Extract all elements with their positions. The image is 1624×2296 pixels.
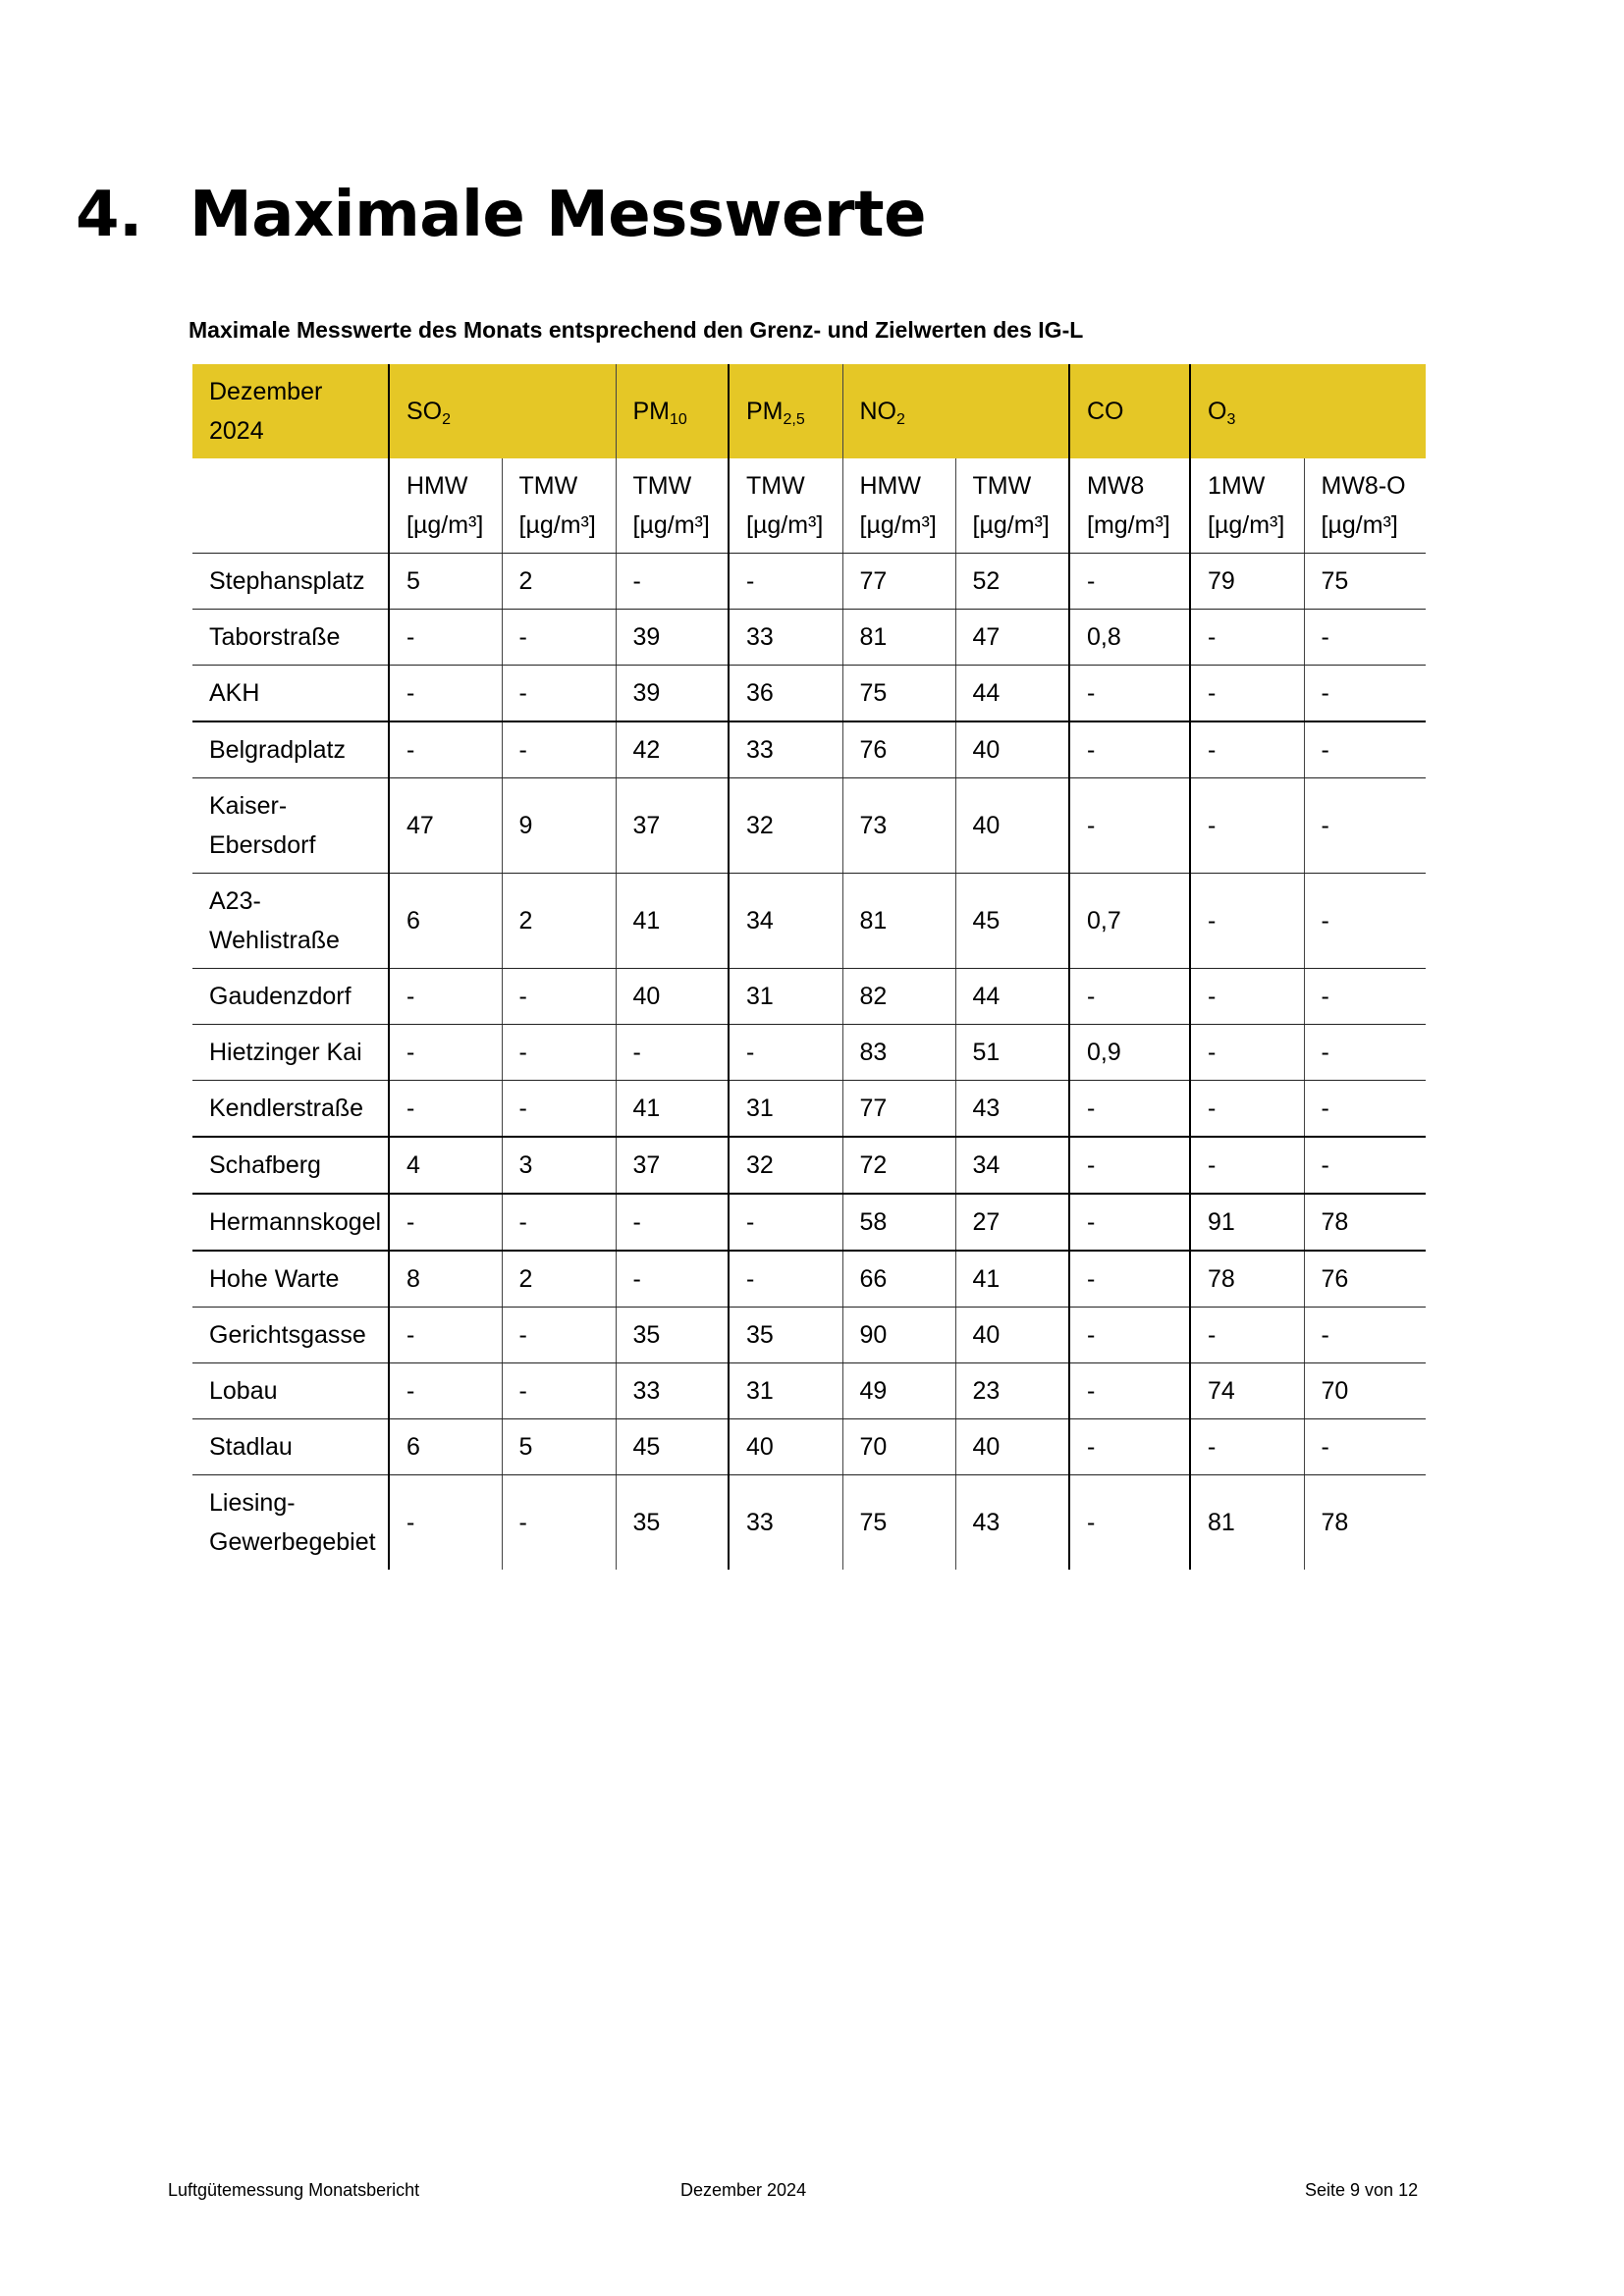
value-cell: 51	[955, 1025, 1069, 1081]
value-cell: -	[1304, 666, 1426, 722]
station-name: Kaiser- Ebersdorf	[192, 778, 389, 874]
unit-header-cell	[1190, 458, 1304, 554]
value-cell: -	[1069, 666, 1190, 722]
unit-blank-cell	[192, 458, 389, 554]
station-name: Kendlerstraße	[192, 1081, 389, 1138]
value-cell: -	[1069, 1251, 1190, 1308]
value-cell: -	[502, 1194, 616, 1251]
value-cell: 45	[955, 874, 1069, 969]
table-row	[192, 1081, 1426, 1138]
value-cell: 77	[842, 1081, 955, 1138]
value-cell: 40	[955, 1308, 1069, 1363]
value-cell: 2	[502, 874, 616, 969]
value-cell: -	[389, 721, 502, 778]
value-cell: -	[1304, 1419, 1426, 1475]
unit-header-cell	[1069, 458, 1190, 554]
value-cell: 47	[955, 610, 1069, 666]
value-cell: 44	[955, 969, 1069, 1025]
pollutant-pm10: $PM_{10}$	[616, 364, 729, 458]
value-cell: -	[389, 1025, 502, 1081]
value-cell: 0,9	[1069, 1025, 1190, 1081]
station-name: Lobau	[192, 1363, 389, 1419]
value-cell: -	[1190, 969, 1304, 1025]
table-row	[192, 874, 1426, 969]
value-cell: -	[1304, 778, 1426, 874]
value-cell: 40	[616, 969, 729, 1025]
value-cell: 75	[842, 666, 955, 722]
value-cell: 81	[842, 874, 955, 969]
unit-header-cell	[955, 458, 1069, 554]
value-cell: 66	[842, 1251, 955, 1308]
value-cell: -	[389, 1081, 502, 1138]
value-cell: 41	[616, 874, 729, 969]
value-cell: -	[1069, 1137, 1190, 1194]
value-cell: 81	[1190, 1475, 1304, 1571]
value-cell: -	[389, 610, 502, 666]
value-cell: 81	[842, 610, 955, 666]
value-cell: 72	[842, 1137, 955, 1194]
value-cell: 37	[616, 1137, 729, 1194]
table-row	[192, 610, 1426, 666]
value-cell: -	[616, 554, 729, 610]
value-cell: 4	[389, 1137, 502, 1194]
value-cell: -	[1069, 721, 1190, 778]
table-row	[192, 1419, 1426, 1475]
value-cell: 43	[955, 1081, 1069, 1138]
value-cell: -	[1304, 721, 1426, 778]
station-name: Stephansplatz	[192, 554, 389, 610]
value-cell: 39	[616, 666, 729, 722]
value-cell: 70	[842, 1419, 955, 1475]
value-cell: 44	[955, 666, 1069, 722]
footer-left: Luftgütemessung Monatsbericht	[168, 2180, 420, 2200]
value-cell: 31	[729, 969, 842, 1025]
value-cell: -	[1069, 1308, 1190, 1363]
value-cell: 33	[616, 1363, 729, 1419]
value-cell: -	[616, 1025, 729, 1081]
value-cell: 36	[729, 666, 842, 722]
table-row	[192, 1137, 1426, 1194]
value-cell: -	[1304, 969, 1426, 1025]
column-unit: [mg/m³]	[1087, 511, 1170, 539]
value-cell: -	[1069, 969, 1190, 1025]
value-cell: -	[1304, 610, 1426, 666]
column-metric: TMW	[972, 472, 1032, 500]
value-cell: 43	[955, 1475, 1069, 1571]
value-cell: -	[1304, 874, 1426, 969]
value-cell: 27	[955, 1194, 1069, 1251]
column-metric: 1MW	[1208, 472, 1266, 500]
value-cell: 79	[1190, 554, 1304, 610]
column-unit: [µg/m³]	[746, 511, 824, 539]
value-cell: -	[616, 1194, 729, 1251]
station-name: Gaudenzdorf	[192, 969, 389, 1025]
value-cell: 40	[955, 778, 1069, 874]
column-metric: HMW	[859, 472, 921, 500]
table-row	[192, 1194, 1426, 1251]
value-cell: -	[1304, 1025, 1426, 1081]
value-cell: -	[502, 1363, 616, 1419]
value-cell: 37	[616, 778, 729, 874]
value-cell: 75	[842, 1475, 955, 1571]
value-cell: 76	[1304, 1251, 1426, 1308]
value-cell: 32	[729, 778, 842, 874]
footer-right: Seite 9 von 12	[1305, 2180, 1419, 2200]
value-cell: -	[1190, 778, 1304, 874]
value-cell: 35	[729, 1308, 842, 1363]
column-unit: [µg/m³]	[1208, 511, 1285, 539]
table-row	[192, 778, 1426, 874]
value-cell: -	[616, 1251, 729, 1308]
value-cell: -	[1190, 721, 1304, 778]
value-cell: 49	[842, 1363, 955, 1419]
section-title: Maximale Messwerte	[189, 179, 926, 251]
value-cell: -	[389, 1363, 502, 1419]
table-row	[192, 1025, 1426, 1081]
column-unit: [µg/m³]	[518, 511, 596, 539]
value-cell: 77	[842, 554, 955, 610]
station-name: Gerichtsgasse	[192, 1308, 389, 1363]
pollutant-co: CO	[1069, 364, 1190, 458]
value-cell: -	[1190, 1419, 1304, 1475]
value-cell: -	[389, 969, 502, 1025]
value-cell: -	[1069, 1194, 1190, 1251]
value-cell: -	[1304, 1308, 1426, 1363]
column-metric: TMW	[632, 472, 692, 500]
table-row	[192, 666, 1426, 722]
value-cell: 32	[729, 1137, 842, 1194]
pollutant-header-row	[192, 364, 1426, 458]
unit-header-cell	[842, 458, 955, 554]
value-cell: -	[1069, 554, 1190, 610]
pollutant-no2: $NO_2$	[842, 364, 1069, 458]
value-cell: 40	[729, 1419, 842, 1475]
unit-header-cell	[616, 458, 729, 554]
value-cell: -	[502, 1475, 616, 1571]
value-cell: 31	[729, 1363, 842, 1419]
value-cell: 33	[729, 1475, 842, 1571]
column-metric: TMW	[518, 472, 578, 500]
table-row	[192, 554, 1426, 610]
value-cell: -	[389, 1194, 502, 1251]
column-unit: [µg/m³]	[632, 511, 710, 539]
value-cell: -	[1069, 1363, 1190, 1419]
value-cell: 5	[389, 554, 502, 610]
value-cell: 39	[616, 610, 729, 666]
value-cell: 41	[616, 1081, 729, 1138]
section-heading	[76, 179, 926, 251]
value-cell: -	[729, 1251, 842, 1308]
value-cell: 74	[1190, 1363, 1304, 1419]
value-cell: -	[502, 721, 616, 778]
pollutant-o3: $O_3$	[1190, 364, 1426, 458]
value-cell: -	[1069, 1475, 1190, 1571]
value-cell: 78	[1304, 1475, 1426, 1571]
value-cell: -	[502, 666, 616, 722]
station-name: Schafberg	[192, 1137, 389, 1194]
pollutant-pm25: $PM_{2,5}$	[729, 364, 842, 458]
station-name: Stadlau	[192, 1419, 389, 1475]
value-cell: -	[1304, 1081, 1426, 1138]
value-cell: 90	[842, 1308, 955, 1363]
value-cell: 82	[842, 969, 955, 1025]
value-cell: 91	[1190, 1194, 1304, 1251]
station-name: AKH	[192, 666, 389, 722]
value-cell: 76	[842, 721, 955, 778]
station-name: Hietzinger Kai	[192, 1025, 389, 1081]
value-cell: -	[1190, 1308, 1304, 1363]
value-cell: -	[1190, 1081, 1304, 1138]
value-cell: -	[389, 1308, 502, 1363]
station-name: Hermannskogel	[192, 1194, 389, 1251]
value-cell: 35	[616, 1308, 729, 1363]
value-cell: 0,8	[1069, 610, 1190, 666]
unit-header-cell	[1304, 458, 1426, 554]
unit-header-cell	[389, 458, 502, 554]
value-cell: 3	[502, 1137, 616, 1194]
value-cell: -	[1190, 874, 1304, 969]
column-unit: [µg/m³]	[859, 511, 937, 539]
value-cell: 2	[502, 1251, 616, 1308]
column-metric: HMW	[406, 472, 468, 500]
value-cell: 83	[842, 1025, 955, 1081]
max-values-table	[192, 364, 1426, 1570]
value-cell: 9	[502, 778, 616, 874]
value-cell: -	[729, 1025, 842, 1081]
value-cell: -	[502, 610, 616, 666]
station-name: A23- Wehlistraße	[192, 874, 389, 969]
value-cell: 6	[389, 1419, 502, 1475]
value-cell: -	[1190, 1137, 1304, 1194]
unit-header-cell	[729, 458, 842, 554]
value-cell: -	[729, 554, 842, 610]
value-cell: -	[502, 1025, 616, 1081]
value-cell: 0,7	[1069, 874, 1190, 969]
station-name: Belgradplatz	[192, 721, 389, 778]
value-cell: 78	[1190, 1251, 1304, 1308]
value-cell: 23	[955, 1363, 1069, 1419]
value-cell: -	[502, 1308, 616, 1363]
value-cell: -	[389, 666, 502, 722]
value-cell: -	[502, 969, 616, 1025]
value-cell: 40	[955, 1419, 1069, 1475]
value-cell: -	[1069, 778, 1190, 874]
value-cell: 40	[955, 721, 1069, 778]
value-cell: 31	[729, 1081, 842, 1138]
value-cell: 42	[616, 721, 729, 778]
unit-header-row	[192, 458, 1426, 554]
value-cell: 35	[616, 1475, 729, 1571]
table-row	[192, 1251, 1426, 1308]
value-cell: -	[1069, 1081, 1190, 1138]
value-cell: 8	[389, 1251, 502, 1308]
pollutant-so2: $SO_2$	[389, 364, 616, 458]
period-cell: Dezember 2024	[192, 364, 389, 458]
value-cell: -	[1190, 666, 1304, 722]
value-cell: 33	[729, 610, 842, 666]
value-cell: -	[1069, 1419, 1190, 1475]
table-row	[192, 721, 1426, 778]
column-unit: [µg/m³]	[406, 511, 484, 539]
value-cell: 58	[842, 1194, 955, 1251]
value-cell: 73	[842, 778, 955, 874]
station-name: Taborstraße	[192, 610, 389, 666]
station-name: Liesing- Gewerbegebiet	[209, 1489, 376, 1556]
value-cell: 52	[955, 554, 1069, 610]
value-cell: 33	[729, 721, 842, 778]
value-cell: 75	[1304, 554, 1426, 610]
footer-center: Dezember 2024	[680, 2180, 807, 2200]
table-caption: Maximale Messwerte des Monats entsprechend den Grenz- und Zielwerten des IG-L	[189, 317, 1084, 343]
value-cell: 34	[729, 874, 842, 969]
value-cell: 5	[502, 1419, 616, 1475]
column-metric: MW8-O	[1321, 472, 1406, 500]
table-row	[192, 1363, 1426, 1419]
column-metric: MW8	[1087, 472, 1145, 500]
value-cell: 70	[1304, 1363, 1426, 1419]
value-cell: -	[729, 1194, 842, 1251]
value-cell: 78	[1304, 1194, 1426, 1251]
table-row	[192, 969, 1426, 1025]
column-unit: [µg/m³]	[1321, 511, 1398, 539]
value-cell: -	[502, 1081, 616, 1138]
table-row	[192, 1308, 1426, 1363]
column-metric: TMW	[746, 472, 805, 500]
table-row	[192, 1475, 1426, 1571]
column-unit: [µg/m³]	[972, 511, 1050, 539]
station-name: Hohe Warte	[192, 1251, 389, 1308]
value-cell: 47	[389, 778, 502, 874]
value-cell: -	[389, 1475, 502, 1571]
value-cell: 45	[616, 1419, 729, 1475]
value-cell: 6	[389, 874, 502, 969]
value-cell: -	[1304, 1137, 1426, 1194]
value-cell: 2	[502, 554, 616, 610]
value-cell: -	[1190, 610, 1304, 666]
value-cell: 41	[955, 1251, 1069, 1308]
value-cell: -	[1190, 1025, 1304, 1081]
unit-header-cell	[502, 458, 616, 554]
value-cell: 34	[955, 1137, 1069, 1194]
section-number: 4.	[76, 179, 142, 251]
